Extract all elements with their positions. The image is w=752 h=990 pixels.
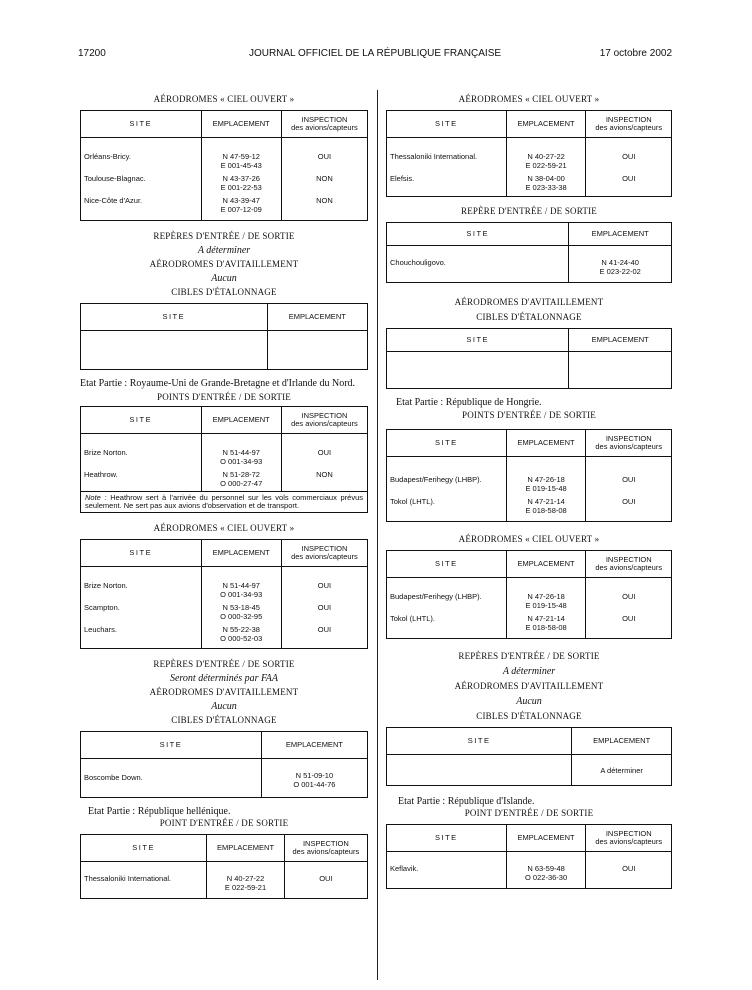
- greece-open-skies-table: SITE EMPLACEMENT INSPECTION des avions/capteurs Thessaloniki International. N 40-27-22 E 022-59-21 OUI Elefsis. N 38-04-00 E 023-33-38 OUI: [386, 110, 672, 197]
- calibration-targets-table: SITE EMPLACEMENT: [80, 303, 368, 370]
- table-row: Toulouse-Blagnac. N 43-37-26 E 001-22-53 NON: [81, 172, 368, 194]
- section-heading: AÉRODROMES « CIEL OUVERT »: [153, 94, 295, 104]
- table-row: Nice-Côte d'Azur. N 43-39-47 E 007-12-09 NON: [81, 194, 368, 221]
- table-note: Note : Heathrow sert à l'arrivée du personnel sur les vols commerciaux prévus seulement. Ne sert pas aux avions d'observation et de transport.: [81, 492, 368, 513]
- section-note: Seront déterminés par FAA: [169, 673, 279, 684]
- page-number: 17200: [78, 48, 106, 59]
- table-row: Boscombe Down. N 51-09-10 O 001-44-76: [81, 769, 368, 798]
- table-row: Tokol (LHTL). N 47-21-14 E 018-58-08 OUI: [387, 495, 672, 522]
- table-row: Keflavik. N 63-59-48 O 022-36-30 OUI: [387, 862, 672, 889]
- page-header: [78, 48, 672, 64]
- col-inspection: INSPECTION des avions/capteurs: [281, 111, 367, 138]
- state-party: Etat Partie : Royaume-Uni de Grande-Bretagne et d'Irlande du Nord.: [80, 378, 356, 389]
- section-heading: REPÈRE D'ENTRÉE / DE SORTIE: [461, 206, 597, 216]
- table-row: Budapest/Ferihegy (LHBP). N 47-26-18 E 019-15-48 OUI: [387, 473, 672, 495]
- uk-entry-points-table: SITE EMPLACEMENT INSPECTION des avions/capteurs Brize Norton. N 51-44-97 O 001-34-93 OUI Heathrow. N 51-28-72 O 000-27-47 NON Note : Heathrow sert à l'arrivée du personnel sur les vols commerciaux prévus seulement. Ne sert pas aux avions d'observation et de transport.: [80, 406, 368, 513]
- hungary-entry-points-table: SITE EMPLACEMENT INSPECTION des avions/capteurs Budapest/Ferihegy (LHBP). N 47-26-18 E 019-15-48 OUI Tokol (LHTL). N 47-21-14 E 018-58-08 OUI: [386, 429, 672, 522]
- section-heading: POINT D'ENTRÉE / DE SORTIE: [159, 818, 289, 828]
- section-heading: CIBLES D'ÉTALONNAGE: [476, 312, 582, 322]
- table-row: Orléans-Bricy. N 47-59-12 E 001-45-43 OUI: [81, 150, 368, 172]
- greece-entry-point-table: SITE EMPLACEMENT INSPECTION des avions/capteurs Thessaloniki International. N 40-27-22 E 022-59-21 OUI: [80, 834, 368, 899]
- hungary-calibration-table: SITE EMPLACEMENT A déterminer: [386, 727, 672, 786]
- section-heading: CIBLES D'ÉTALONNAGE: [171, 287, 277, 297]
- section-heading: REPÈRES D'ENTRÉE / DE SORTIE: [458, 651, 600, 661]
- table-row: Scampton. N 53-18-45 O 000-32-95 OUI: [81, 601, 368, 623]
- table-row: Thessaloniki International. N 40-27-22 E 022-59-21 OUI: [387, 150, 672, 172]
- iceland-entry-point-table: SITE EMPLACEMENT INSPECTION des avions/capteurs Keflavik. N 63-59-48 O 022-36-30 OUI: [386, 824, 672, 889]
- section-heading: AÉRODROMES « CIEL OUVERT »: [458, 94, 600, 104]
- column-divider: [377, 90, 378, 980]
- section-note: A déterminer: [502, 666, 556, 677]
- table-row: Brize Norton. N 51-44-97 O 001-34-93 OUI: [81, 579, 368, 601]
- hungary-open-skies-table: SITE EMPLACEMENT INSPECTION des avions/capteurs Budapest/Ferihegy (LHBP). N 47-26-18 E 019-15-48 OUI Tokol (LHTL). N 47-21-14 E 018-58-08 OUI: [386, 550, 672, 639]
- open-skies-airfields-table: [80, 110, 368, 221]
- greece-calibration-table: SITE EMPLACEMENT: [386, 328, 672, 389]
- state-party: Etat Partie : République de Hongrie.: [396, 397, 542, 408]
- section-heading: AÉRODROMES D'AVITAILLEMENT: [454, 681, 604, 691]
- section-heading: POINTS D'ENTRÉE / DE SORTIE: [157, 392, 291, 402]
- col-emplacement: EMPLACEMENT: [201, 111, 281, 138]
- section-note: Aucun: [516, 696, 542, 707]
- left-column: [80, 94, 368, 899]
- section-heading: POINTS D'ENTRÉE / DE SORTIE: [462, 410, 596, 420]
- section-heading: AÉRODROMES D'AVITAILLEMENT: [149, 259, 299, 269]
- section-heading: AÉRODROMES « CIEL OUVERT »: [458, 534, 600, 544]
- table-row: Tokol (LHTL). N 47-21-14 E 018-58-08 OUI: [387, 612, 672, 639]
- section-note: A déterminer: [197, 245, 251, 256]
- section-note: Aucun: [211, 273, 237, 284]
- section-heading: AÉRODROMES D'AVITAILLEMENT: [454, 297, 604, 307]
- section-heading: CIBLES D'ÉTALONNAGE: [476, 711, 582, 721]
- table-row: Chouchouligovo. N 41-24-40 E 023-22-02: [387, 256, 672, 283]
- uk-open-skies-table: SITE EMPLACEMENT INSPECTION des avions/capteurs Brize Norton. N 51-44-97 O 001-34-93 OUI Scampton. N 53-18-45 O 000-32-95 OUI Leuchars. N 55-22-38 O 000-52-03 OUI: [80, 539, 368, 649]
- state-party: Etat Partie : République d'Islande.: [398, 796, 535, 807]
- state-party: Etat Partie : République hellénique.: [88, 806, 231, 817]
- section-note: Aucun: [211, 701, 237, 712]
- table-row: Leuchars. N 55-22-38 O 000-52-03 OUI: [81, 623, 368, 649]
- col-site: SITE: [81, 111, 202, 138]
- greece-entry-table: SITE EMPLACEMENT Chouchouligovo. N 41-24-40 E 023-22-02: [386, 222, 672, 283]
- uk-calibration-table: SITE EMPLACEMENT Boscombe Down. N 51-09-10 O 001-44-76: [80, 731, 368, 798]
- table-row: Budapest/Ferihegy (LHBP). N 47-26-18 E 019-15-48 OUI: [387, 590, 672, 612]
- section-heading: POINT D'ENTRÉE / DE SORTIE: [464, 808, 594, 818]
- section-heading: AÉRODROMES D'AVITAILLEMENT: [149, 687, 299, 697]
- table-row: Thessaloniki International. N 40-27-22 E 022-59-21 OUI: [81, 872, 368, 899]
- section-heading: REPÈRES D'ENTRÉE / DE SORTIE: [153, 659, 295, 669]
- right-column: [386, 94, 672, 889]
- table-row: Heathrow. N 51-28-72 O 000-27-47 NON: [81, 468, 368, 492]
- section-heading: REPÈRES D'ENTRÉE / DE SORTIE: [153, 231, 295, 241]
- section-heading: AÉRODROMES « CIEL OUVERT »: [153, 523, 295, 533]
- issue-date: 17 octobre 2002: [599, 48, 672, 59]
- table-row: Elefsis. N 38-04-00 E 023-33-38 OUI: [387, 172, 672, 197]
- journal-title: JOURNAL OFFICIEL DE LA RÉPUBLIQUE FRANÇAISE: [248, 48, 502, 59]
- table-row: Brize Norton. N 51-44-97 O 001-34-93 OUI: [81, 446, 368, 468]
- section-heading: CIBLES D'ÉTALONNAGE: [171, 715, 277, 725]
